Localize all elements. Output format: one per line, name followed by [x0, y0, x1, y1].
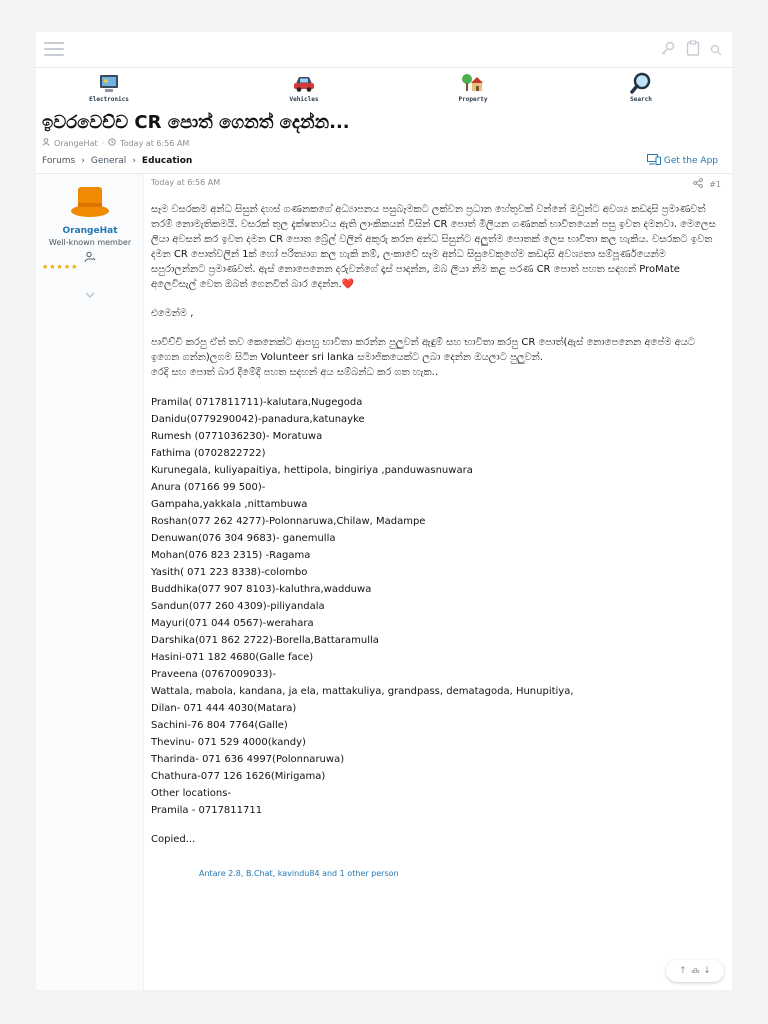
- thread-time[interactable]: Today at 6:56 AM: [120, 138, 190, 148]
- car-icon: [292, 72, 316, 94]
- electronics-icon: [97, 72, 121, 94]
- contact-line: Kurunegala, kuliyapaitiya, hettipola, bingiriya ,panduwasnuwara: [151, 465, 473, 476]
- breadcrumb-general[interactable]: General: [90, 156, 127, 166]
- breadcrumb-education[interactable]: Education: [141, 156, 193, 166]
- house-icon: [461, 72, 485, 94]
- search-icon[interactable]: [710, 41, 722, 60]
- thread-title: ඉවරවෙච්ච CR පොත් ගෙනත් දෙන්න...: [42, 112, 350, 133]
- contact-line: Mayuri(071 044 0567)-werahara: [151, 618, 314, 629]
- breadcrumb: [42, 156, 192, 166]
- user-rating-stars: ★★★★★: [42, 263, 79, 271]
- clipboard-icon[interactable]: [686, 40, 700, 60]
- contact-line: Roshan(077 262 4277)-Polonnaruwa,Chilaw, Madampe: [151, 516, 426, 527]
- search-icon: [629, 72, 653, 94]
- contact-line: Dilan- 071 444 4030(Matara): [151, 703, 297, 714]
- contact-line: Other locations-: [151, 788, 232, 799]
- key-icon[interactable]: [660, 40, 676, 60]
- category-bar: [36, 72, 732, 108]
- translate-icon[interactable]: ക: [690, 966, 700, 976]
- category-vehicles[interactable]: Vehicles: [269, 72, 339, 103]
- arrow-down-icon[interactable]: ↓: [703, 966, 711, 976]
- chevron-right-icon: ›: [132, 156, 136, 166]
- post: [151, 178, 721, 881]
- reaction-summary[interactable]: Antare 2.8, B.Chat, kavindu84 and 1 other person: [199, 869, 399, 879]
- contact-line: Thevinu- 071 529 4000(kandy): [151, 737, 306, 748]
- chevron-down-icon[interactable]: [84, 284, 96, 292]
- breadcrumb-forums[interactable]: Forums: [42, 156, 76, 166]
- post-body: [151, 202, 721, 881]
- contact-line: Fathima (0702822722): [151, 448, 266, 459]
- contact-line: Mohan(076 823 2315) -Ragama: [151, 550, 311, 561]
- contact-line: Denuwan(076 304 9683)- ganemulla: [151, 533, 336, 544]
- post-user-column: [36, 174, 144, 990]
- get-the-app-label: Get the App: [663, 156, 718, 166]
- thread-author[interactable]: OrangeHat: [54, 138, 98, 148]
- contact-line: Sandun(077 260 4309)-piliyandala: [151, 601, 325, 612]
- user-title: Well-known member: [48, 238, 132, 247]
- post-paragraph-1: සෑම වසරකම අන්ධ සිසුන් දහස් ගණනකගේ අධ්‍යාපනය පසුබෑමකට ලක්වන ප්‍රධාන හේතුවක් වන්නේ ඔවුන්ට අවශ්‍ය කඩදාසි ප්‍රමාණවත් තරම් නොමැතිකමයි. වසරක් තුල දැක්ෂතාවය ඇති ලාංකිකයන් විසින් CR පොත් මිලියන ගණනක් භාවිතයෙන් පසු ඉවත දමනවා. මෙලෙස ලියා අවසන් කර ඉවත දමන CR පොත බ්‍රේල් වලින් අකුරු කරන අන්ධ සිසුන්ට අලුත්ම පොතක් ලෙස භාවිතා කල හැකිය. වසරකට ඉවත දමන CR පොත්වලින් 1ක් හෝ පරිත්‍යාග කල හැකි නම්, ලංකාවේ සෑම අන්ධ සිසුවෙකුගේම කඩදාසි අවශ්‍යතා සම්පූර්ණයෙන්ම සපුරාලන්නට ප්‍රමාණවත්. ඇස් නොපෙනෙන දරුවන්ගේ දෑස් පාදන්න, ඔබ ලියා නිම කළ පරණ CR පොත් පහත සඳහන් ProMate අලෙවිසැල් වෙත ඔබත් ගෙනවිත් බාර දෙන්න.❤️: [151, 204, 716, 290]
- menu-icon[interactable]: [44, 42, 64, 58]
- contact-list: [151, 394, 721, 819]
- contact-line: Danidu(0779290042)-panadura,katunayke: [151, 414, 365, 425]
- contact-line: Gampaha,yakkala ,nittambuwa: [151, 499, 308, 510]
- contact-line: Tharinda- 071 636 4997(Polonnaruwa): [151, 754, 345, 765]
- separator: ·: [101, 138, 105, 148]
- share-icon[interactable]: [693, 178, 703, 190]
- contact-line: Hasini-071 182 4680(Galle face): [151, 652, 314, 663]
- contact-line: Pramila - 0717811711: [151, 805, 263, 816]
- get-the-app-link[interactable]: [647, 154, 718, 168]
- contact-line: Darshika(071 862 2722)-Borella,Battaramulla: [151, 635, 379, 646]
- contact-line: Buddhika(077 907 8103)-kaluthra,wadduwa: [151, 584, 372, 595]
- category-property[interactable]: Property: [438, 72, 508, 103]
- post-paragraph-2: එමෙන්ම ,: [151, 308, 194, 319]
- post-date[interactable]: Today at 6:56 AM: [151, 178, 221, 187]
- contact-line: Rumesh (0771036230)- Moratuwa: [151, 431, 323, 442]
- thread-meta: [42, 138, 189, 148]
- contact-line: Praveena (0767009033)-: [151, 669, 276, 680]
- scroll-controls[interactable]: [666, 960, 724, 982]
- top-icons: [660, 40, 722, 60]
- arrow-up-icon[interactable]: ↑: [679, 966, 687, 976]
- avatar[interactable]: [70, 184, 110, 224]
- contact-line: Pramila( 0717811711)-kalutara,Nugegoda: [151, 397, 363, 408]
- devices-icon: [647, 154, 661, 168]
- user-icon: [42, 138, 50, 148]
- post-copied-note: Copied...: [151, 834, 196, 845]
- username[interactable]: OrangeHat: [62, 226, 118, 236]
- category-search[interactable]: Search: [606, 72, 676, 103]
- post-paragraph-3: පාවිච්චි කරපු ඒත් තව කෙනෙක්ට ආපහු භාවිතා කරන්න පුලුවන් ඇඳුම් සහ භාවිතා කරපු CR පොත්(ඇස් නොපෙනෙන අපේම අයට ඉගෙන ගන්න)ලගම සිටින Volunteer sri lanka සමාජිකයෙක්ට ලබා දෙන්න ඔයලාට පුලුවන්. රෙදි සහ පොත් බාර දීමේදී පහත සදහන් අය සම්බන්ධ කර ගත හැක..: [151, 337, 696, 378]
- contact-line: Wattala, mabola, kandana, ja ela, mattakuliya, grandpass, dematagoda, Hunupitiya,: [151, 686, 574, 697]
- category-electronics[interactable]: Electronics: [74, 72, 144, 103]
- page: [36, 32, 732, 990]
- post-number[interactable]: #1: [709, 179, 721, 189]
- clock-icon: [108, 138, 116, 148]
- chevron-right-icon: ›: [81, 156, 85, 166]
- contact-line: Chathura-077 126 1626(Mirigama): [151, 771, 326, 782]
- user-edit-icon: [84, 248, 96, 260]
- post-tools: [693, 178, 721, 190]
- contact-line: Anura (07166 99 500)-: [151, 482, 266, 493]
- contact-line: Sachini-76 804 7764(Galle): [151, 720, 288, 731]
- contact-line: Yasith( 071 223 8338)-colombo: [151, 567, 308, 578]
- top-navigation-bar: [36, 32, 732, 68]
